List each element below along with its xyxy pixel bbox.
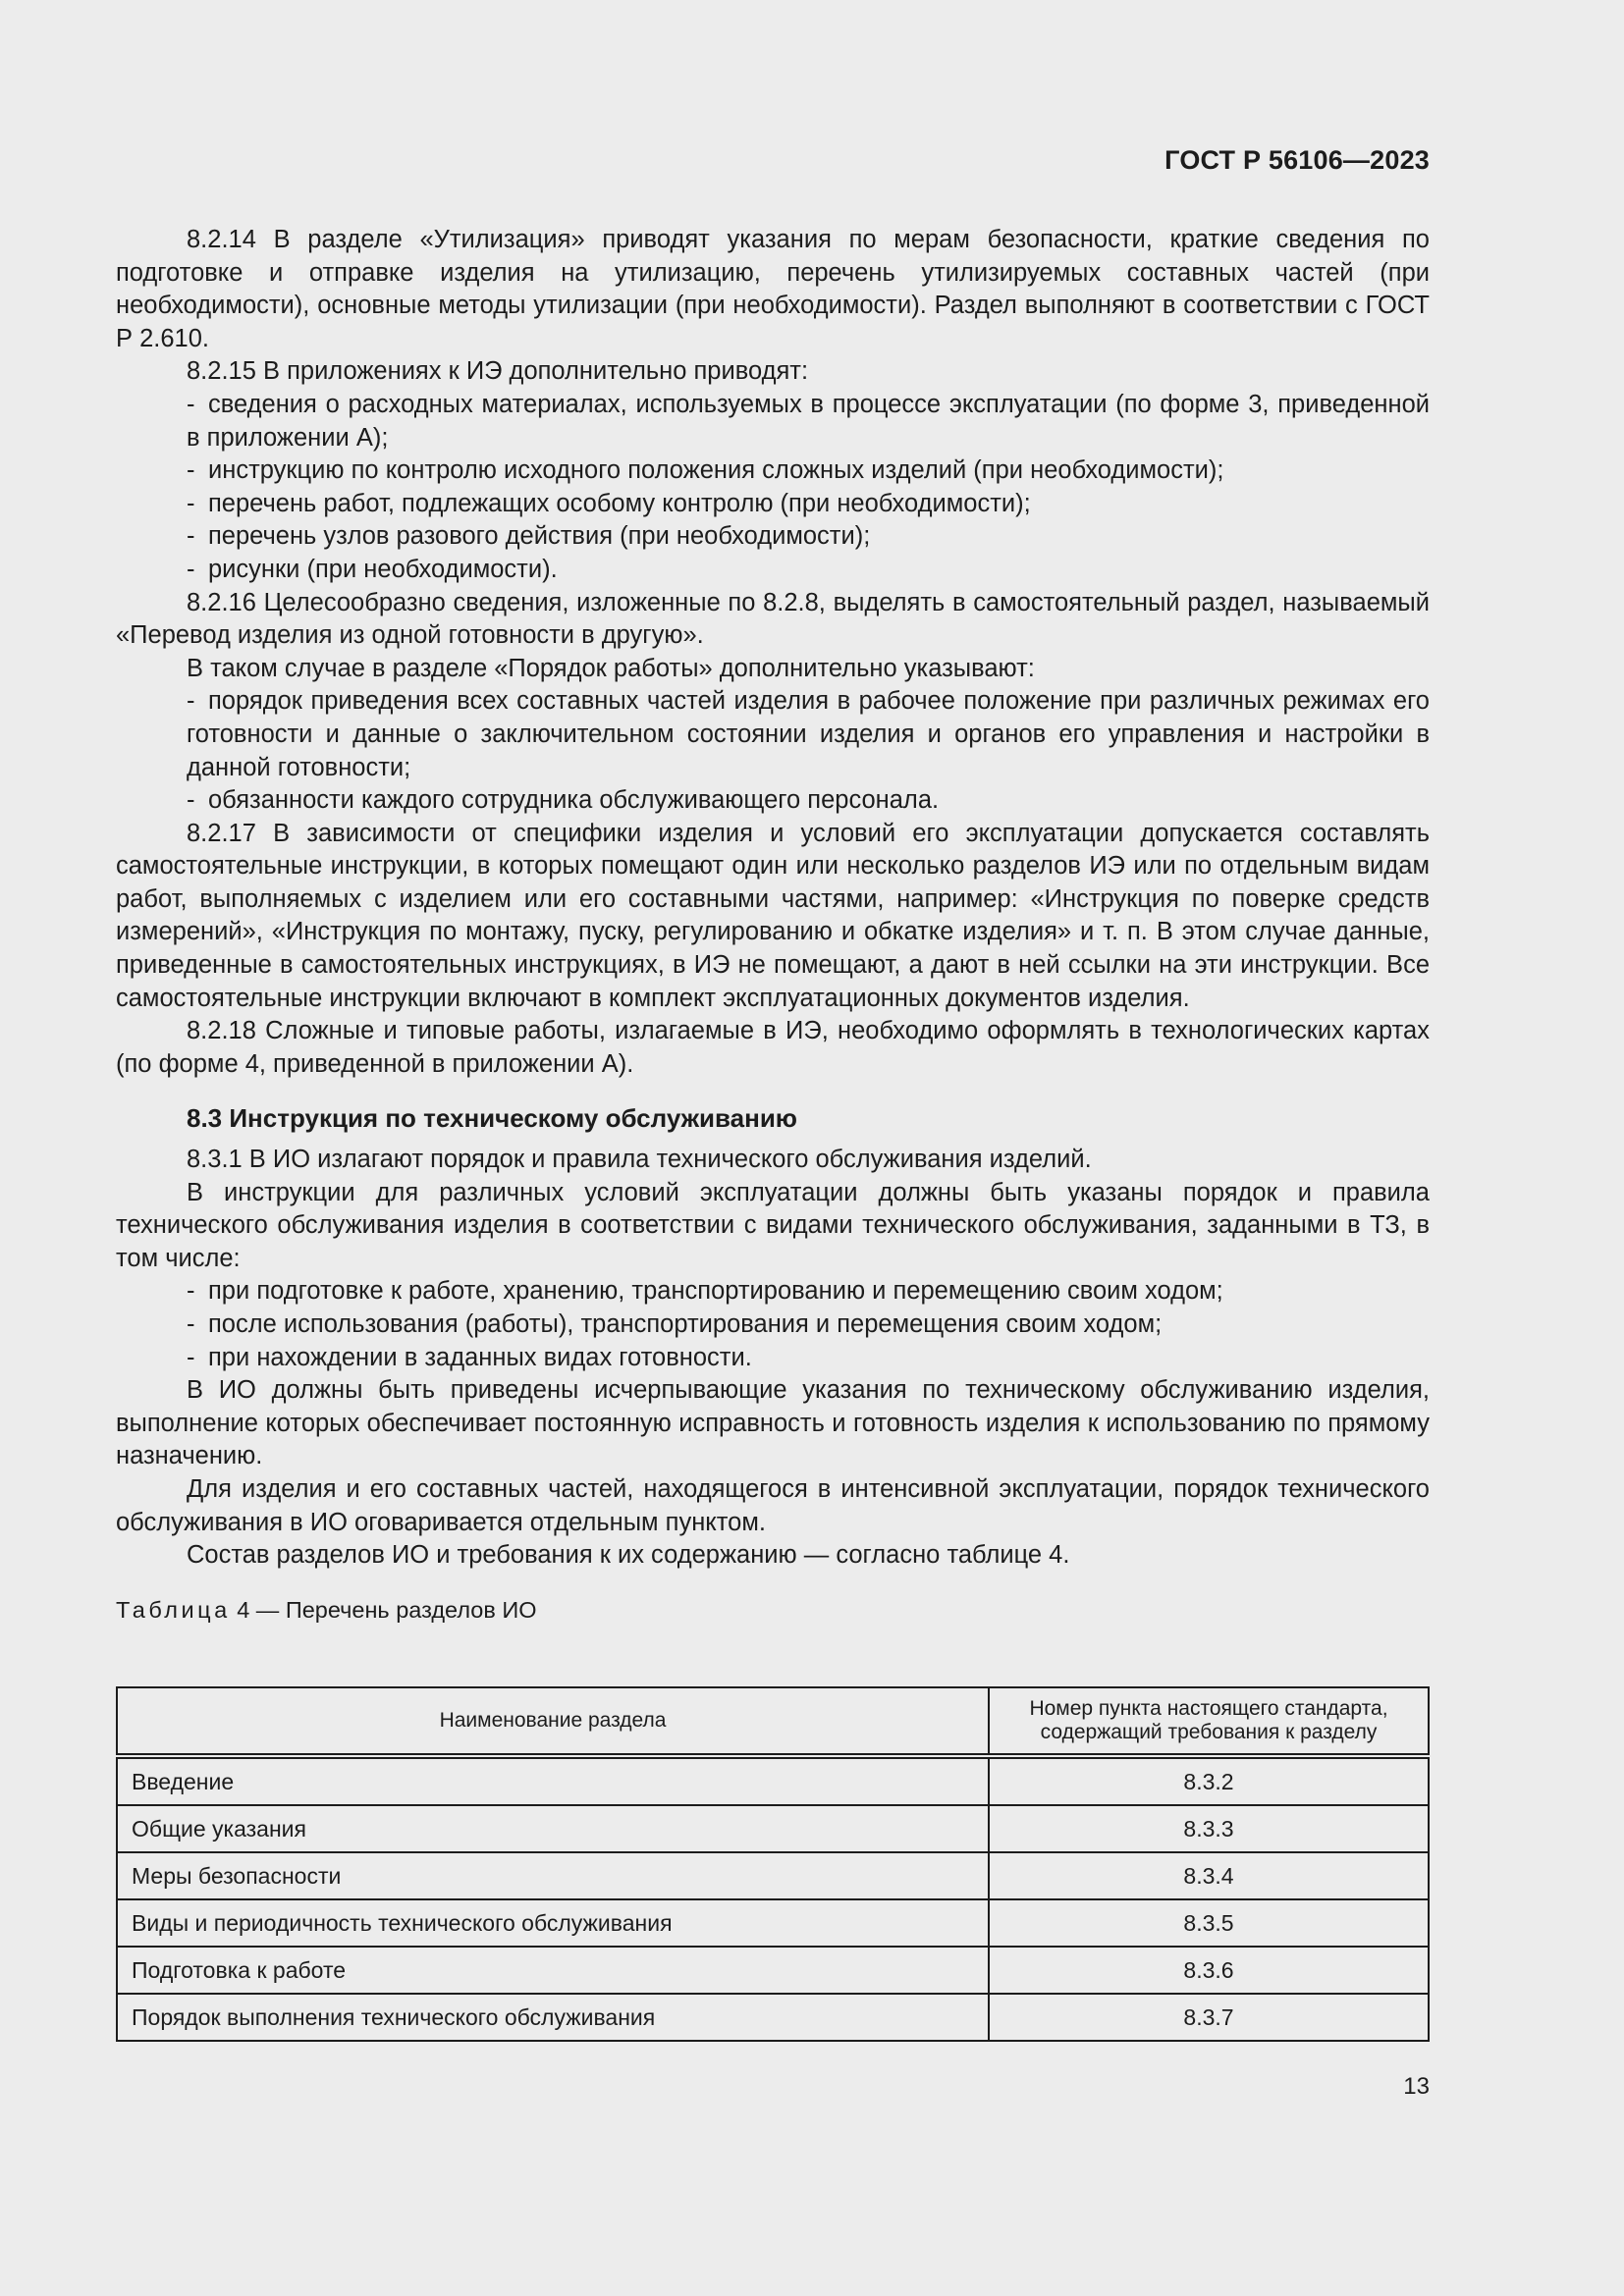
column-header-clause: Номер пункта настоящего стандарта, содержащий требования к разделу xyxy=(989,1687,1429,1756)
sections-table xyxy=(116,1686,1430,2042)
clause-cell: 8.3.6 xyxy=(989,1947,1429,1994)
section-heading: 8.3 Инструкция по техническому обслуживанию xyxy=(187,1103,798,1134)
list-item: - при нахождении в заданных видах готовности. xyxy=(187,1343,752,1371)
clause-cell: 8.3.4 xyxy=(989,1852,1429,1899)
section-name-cell: Порядок выполнения технического обслуживания xyxy=(117,1994,989,2041)
paragraph: Состав разделов ИО и требования к их содержанию — согласно таблице 4. xyxy=(187,1541,1070,1570)
clause-cell: 8.3.3 xyxy=(989,1805,1429,1852)
section-name-cell: Подготовка к работе xyxy=(117,1947,989,1994)
paragraph: 8.2.15 В приложениях к ИЭ дополнительно приводят: xyxy=(187,357,809,386)
section-name-cell: Общие указания xyxy=(117,1805,989,1852)
table-caption-word: Таблица xyxy=(116,1596,231,1623)
clause-cell: 8.3.2 xyxy=(989,1756,1429,1805)
list-item: - обязанности каждого сотрудника обслуживающего персонала. xyxy=(187,786,940,815)
table-row xyxy=(117,1852,1429,1899)
paragraph: 8.2.16 Целесообразно сведения, изложенные по 8.2.8, выделять в самостоятельный раздел, называемый «Перевод изделия из одной готовности в другую». xyxy=(116,588,1430,650)
section-name-cell: Введение xyxy=(117,1756,989,1805)
list-item: - перечень работ, подлежащих особому контролю (при необходимости); xyxy=(187,489,1031,517)
list-item: - перечень узлов разового действия (при необходимости); xyxy=(187,522,871,551)
table-caption-text: 4 — Перечень разделов ИО xyxy=(237,1596,537,1623)
section-name-cell: Виды и периодичность технического обслуживания xyxy=(117,1899,989,1947)
paragraph: 8.2.14 В разделе «Утилизация» приводят указания по мерам безопасности, краткие сведения по подготовке и отправке изделия на утилизацию, перечень утилизируемых составных частей (при необходимости), основные методы утилизации (при необходимости). Раздел выполняют в соответствии с ГОСТ Р 2.610. xyxy=(116,226,1430,352)
clause-cell: 8.3.7 xyxy=(989,1994,1429,2041)
list-item: - сведения о расходных материалах, используемых в процессе эксплуатации (по форме 3, приведенной в приложении А); xyxy=(187,390,1430,452)
clause-cell: 8.3.5 xyxy=(989,1899,1429,1947)
paragraph: 8.3.1 В ИО излагают порядок и правила технического обслуживания изделий. xyxy=(187,1146,1092,1174)
paragraph: 8.2.17 В зависимости от специфики изделия и условий его эксплуатации допускается составлять самостоятельные инструкции, в которых помещают один или несколько разделов ИЭ или по отдельным видам работ, выполняемых с изделием или его составными частями, например: «Инструкция по поверке средств измерений», «Инструкция по монтажу, пуску, регулированию и обкатке изделия» и т. п. В этом случае данные, приведенные в самостоятельных инструкциях, в ИЭ не помещают, а дают в ней ссылки на эти инструкции. Все самостоятельные инструкции включают в комплект эксплуатационных документов изделия. xyxy=(116,819,1430,1012)
table-row xyxy=(117,1947,1429,1994)
paragraph: Для изделия и его составных частей, находящегося в интенсивной эксплуатации, порядок технического обслуживания в ИО оговаривается отдельным пунктом. xyxy=(116,1474,1430,1536)
body-text xyxy=(116,224,1430,1627)
list-item: - порядок приведения всех составных частей изделия в рабочее положение при различных режимах его готовности и данные о заключительном состоянии изделия и органов его управления и настройки в данной готовности; xyxy=(187,687,1430,781)
paragraph: 8.2.18 Сложные и типовые работы, излагаемые в ИЭ, необходимо оформлять в технологических картах (по форме 4, приведенной в приложении А). xyxy=(116,1017,1430,1078)
paragraph: В инструкции для различных условий эксплуатации должны быть указаны порядок и правила технического обслуживания изделия в соответствии с видами технического обслуживания, заданными в ТЗ, в том числе: xyxy=(116,1178,1430,1272)
column-header-name: Наименование раздела xyxy=(117,1687,989,1756)
page-number: 13 xyxy=(1403,2073,1430,2100)
paragraph: В ИО должны быть приведены исчерпывающие указания по техническому обслуживанию изделия, выполнение которых обеспечивает постоянную исправность и готовность изделия к использованию по прямому назначению. xyxy=(116,1376,1430,1470)
list-item: - после использования (работы), транспортирования и перемещения своим ходом; xyxy=(187,1310,1163,1338)
table-caption xyxy=(116,1594,1430,1628)
table-row xyxy=(117,1756,1429,1805)
table-row xyxy=(117,1994,1429,2041)
table-row xyxy=(117,1899,1429,1947)
list-item: - инструкцию по контролю исходного положения сложных изделий (при необходимости); xyxy=(187,456,1224,485)
standard-header: ГОСТ Р 56106—2023 xyxy=(1164,145,1430,175)
list-item: - при подготовке к работе, хранению, транспортированию и перемещению своим ходом; xyxy=(187,1277,1223,1306)
section-name-cell: Меры безопасности xyxy=(117,1852,989,1899)
paragraph: В таком случае в разделе «Порядок работы» дополнительно указывают: xyxy=(187,654,1035,682)
table-header-row xyxy=(117,1687,1429,1756)
table-row xyxy=(117,1805,1429,1852)
list-item: - рисунки (при необходимости). xyxy=(187,555,558,583)
